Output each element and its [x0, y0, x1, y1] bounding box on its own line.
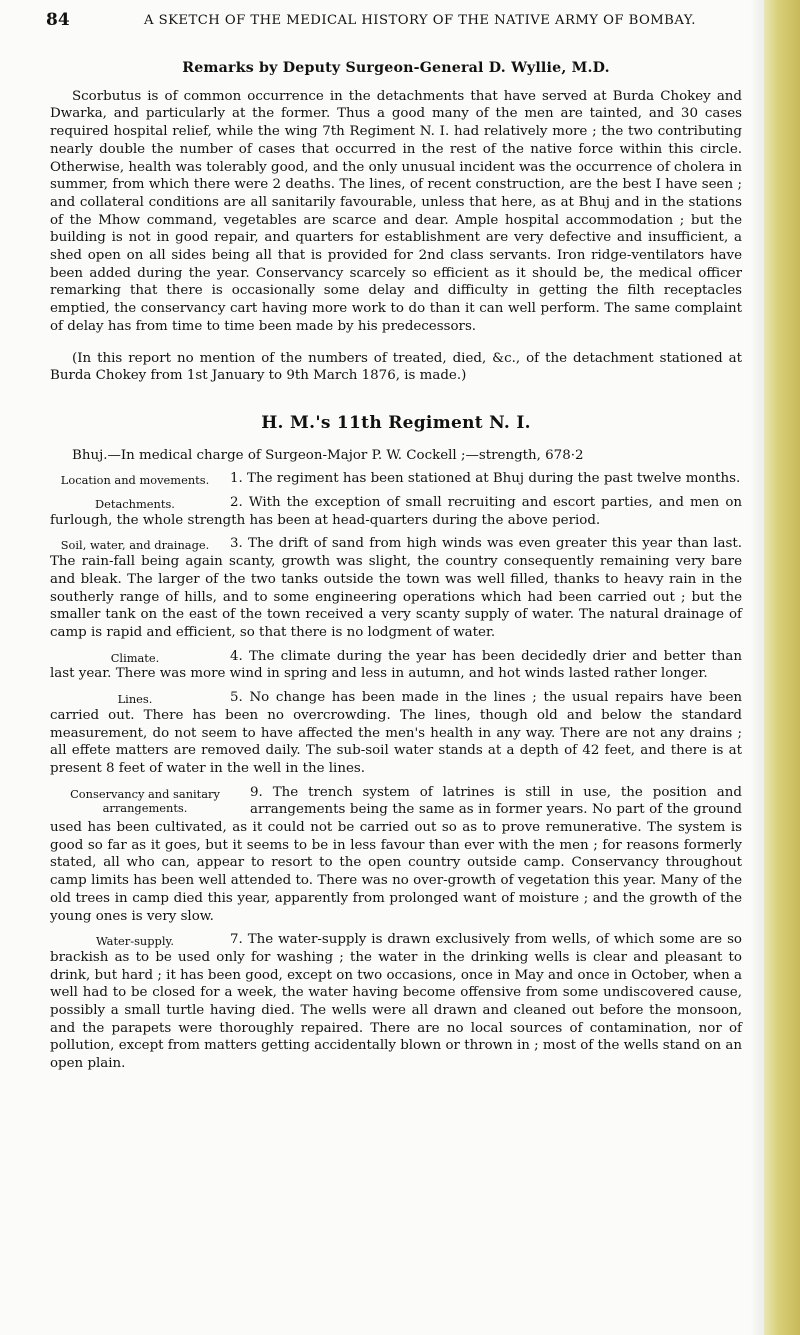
side-note: Water-supply. — [95, 934, 175, 949]
report-item-conservancy — [50, 784, 742, 926]
page-header — [46, 10, 746, 34]
remarks-heading: Remarks by Deputy Surgeon-General D. Wyllie, M.D. — [182, 60, 610, 76]
side-note: Location and movements. — [60, 473, 210, 488]
running-title: A SKETCH OF THE MEDICAL HISTORY OF THE NATIVE ARMY OF BOMBAY. — [144, 13, 696, 28]
side-note: Conservancy and sanitary arrangements. — [70, 786, 220, 815]
item-text: The trench system of latrines is still in use, the position and arrangements being the same as in former years. No part of the ground used has been cultivated, as it could not be carried out so as to prove remunerative. The system is good so far as it goes, but it seems to be in less favour than ever with the men ; for reasons formerly stated, all who can, appear to resort to the open country outside camp. Conservancy throughout camp limits has been well attended to. There was no over-growth of vegetation this year. Many of the old trees in camp died this year, apparently from prolonged want of moisture ; and the growth of the young ones is very slow. — [50, 784, 742, 924]
page-edge-shadow — [750, 0, 764, 1335]
report-item-water-supply — [50, 931, 742, 1073]
item-text: The regiment has been stationed at Bhuj during the past twelve months. — [247, 471, 741, 487]
page-number: 84 — [46, 10, 70, 30]
item-number: 3. — [230, 536, 243, 552]
report-item-lines — [50, 689, 742, 778]
remarks-note: (In this report no mention of the numbers of treated, died, &c., of the detachment stationed at Burda Chokey from 1st January to 9th March 1876, is made.) — [50, 350, 742, 384]
side-note: Lines. — [117, 692, 153, 707]
item-number: 7. — [230, 932, 243, 948]
item-number: 5. — [230, 690, 243, 706]
regiment-intro: Bhuj.—In medical charge of Surgeon-Major P. W. Cockell ;—strength, 678·2 — [72, 447, 584, 463]
item-number: 1. — [230, 471, 243, 487]
side-note: Soil, water, and drainage. — [60, 538, 210, 553]
report-item-soil — [50, 535, 742, 641]
page-edge — [764, 0, 800, 1335]
side-note: Climate. — [110, 650, 160, 665]
item-text: The water-supply is drawn exclusively from wells, of which some are so brackish as to be used only for washing ; the water in the drinking wells is clear and pleasant to drink, but hard ; it has been good, except on two occasions, once in May and once in October, when a well had to be closed for a week, the water having become offensive from some undiscovered cause, possibly a small turtle having died. The wells were all drawn and cleaned out before the monsoon, and the parapets were thoroughly repaired. There are no local sources of contamination, nor of pollution, except from matters getting accidentally blown or thrown in ; most of the wells stand on an open plain. — [50, 932, 742, 1072]
item-number: 4. — [230, 648, 243, 664]
page-content — [50, 40, 742, 1073]
report-item-location — [50, 470, 742, 488]
item-text: With the exception of small recruiting and escort parties, and men on furlough, the whole strength has been at head-quarters during the above period. — [50, 495, 743, 528]
item-number: 9. — [250, 784, 263, 800]
item-text: The drift of sand from high winds was even greater this year than last. The rain-fall being again scanty, growth was slight, the country consequently remaining very bare and bleak. The larger of the two tanks outside the town was well filled, thanks to heavy rain in the southerly range of hills, and to some engineering operations which had been carried out ; but the smaller tank on the east of the town received a very scanty supply of water. The natural drainage of camp is rapid and efficient, so that there is no lodgment of water. — [50, 536, 742, 640]
report-item-climate — [50, 648, 742, 683]
remarks-paragraph: Scorbutus is of common occurrence in the detachments that have served at Burda Chokey and Dwarka, and particularly at the former. Thus a good many of the men are tainted, and 30 cases required hospital relief, while the wing 7th Regiment N. I. had relatively more ; the two contributing nearly double the number of cases that occurred in the rest of the native force within this circle. Otherwise, health was tolerably good, and the only unusual incident was the occurrence of cholera in summer, from which there were 2 deaths. The lines, of recent construction, are the best I have seen ; and collateral conditions are all sanitarily favourable, unless that here, as at Bhuj and in the stations of the Mhow command, vegetables are scarce and dear. Ample hospital accommodation ; but the building is not in good repair, and quarters for establishment are very defective and insufficient, a shed open on all sides being all that is provided for 2nd class servants. Iron ridge-ventilators have been added during the year. Conservancy scarcely so efficient as it should be, the medical officer remarking that there is occasionally some delay and difficulty in getting the filth receptacles emptied, the conservancy cart having more work to do than it can well perform. The same complaint of delay has from time to time been made by his predecessors. — [50, 88, 742, 334]
item-number: 2. — [230, 495, 243, 511]
side-note: Detachments. — [95, 497, 175, 512]
regiment-heading: H. M.'s 11th Regiment N. I. — [261, 412, 531, 433]
item-text: The climate during the year has been decidedly drier and better than last year. There was more wind in spring and less in autumn, and hot winds lasted rather longer. — [50, 648, 742, 682]
item-text: No change has been made in the lines ; the usual repairs have been carried out. There has been no overcrowding. The lines, though old and below the standard measurement, do not seem to have affected the men's health in any way. There are not any drains ; all effete matters are removed daily. The sub-soil water stands at a depth of 42 feet, and there is at present 8 feet of water in the well in the lines. — [50, 690, 742, 776]
report-item-detachments — [50, 494, 742, 529]
